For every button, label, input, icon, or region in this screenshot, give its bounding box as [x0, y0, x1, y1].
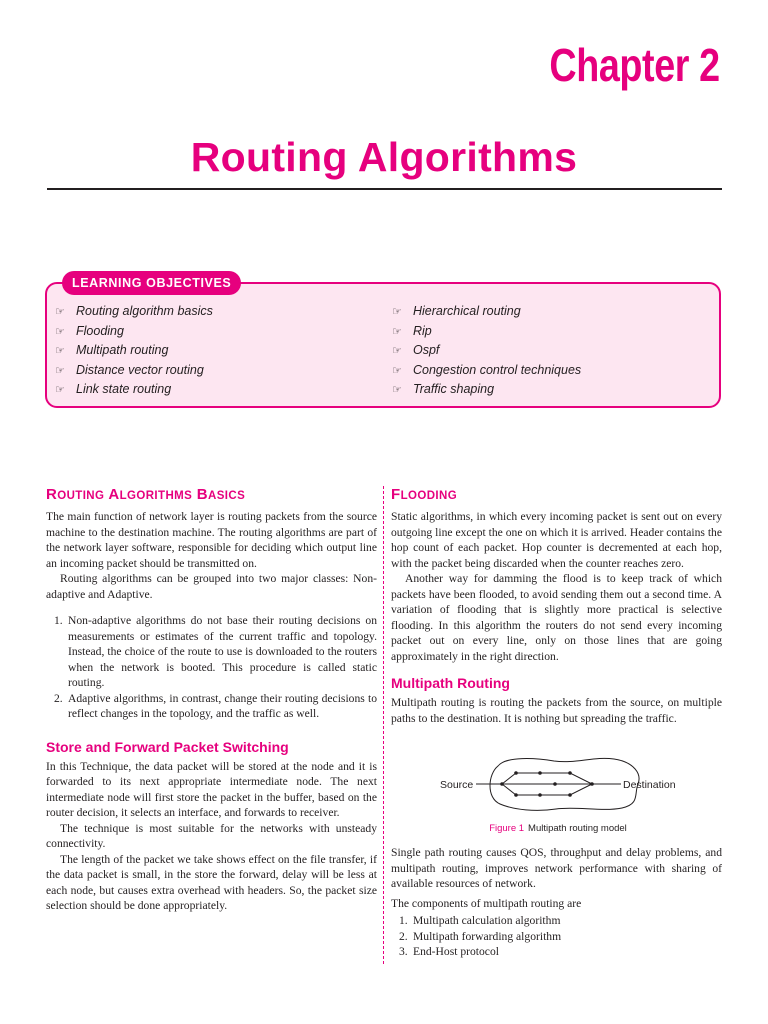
pointing-hand-icon: ☞: [392, 364, 402, 377]
objective-item: ☞ Traffic shaping: [392, 380, 581, 400]
pointing-hand-icon: ☞: [55, 325, 65, 338]
router-node: [568, 793, 572, 797]
objective-item: ☞ Ospf: [392, 341, 581, 361]
paragraph: Single path routing causes QOS, throughput and delay problems, and multipath routing, improves network performance with sharing of available resources of network.: [391, 846, 722, 890]
router-node: [514, 793, 518, 797]
destination-label: Destination: [623, 779, 676, 791]
paragraph: The technique is most suitable for the networks with unsteady connectivity.: [46, 821, 377, 850]
pointing-hand-icon: ☞: [392, 384, 402, 396]
paragraph: In this Technique, the data packet will be stored at the node and it is forwarded to its next appropriate intermediate node. The next intermediate node will first store the packet in the buffer, based on the router decision, it selects an interface, and forwards to receiver.: [46, 759, 377, 819]
pointing-hand-icon: ☞: [55, 306, 65, 318]
objective-item: ☞ Hierarchical routing: [392, 302, 581, 322]
chapter-label: Chapter 2: [549, 39, 720, 91]
pointing-hand-icon: ☞: [392, 306, 402, 318]
list-item: 1. Non-adaptive algorithms do not base their routing decisions on measurements or estimates of the current traffic and topology. Instead, the choice of the route to use is downloaded to the routers when the network is booted. This procedure is called static routing.: [54, 614, 377, 689]
pointing-hand-icon: ☞: [392, 325, 402, 338]
objective-item: ☞ Flooding: [55, 322, 213, 342]
heading-store-and-forward: Store and Forward Packet Switching: [46, 738, 289, 755]
list-item: 1. Multipath calculation algorithm: [399, 914, 561, 927]
objectives-list-left: [55, 302, 213, 400]
paragraph: The length of the packet we take shows effect on the file transfer, if the data packet is small, in the store the forward, delay will be less at each node, but causes extra overhead with headers. So, the packet size selection should be done appropriately.: [46, 852, 377, 912]
figure-caption: Figure 1 Multipath routing model: [489, 823, 627, 834]
source-label: Source: [440, 779, 474, 791]
paragraph: The components of multipath routing are: [391, 896, 582, 910]
objective-item: ☞ Rip: [392, 322, 581, 342]
objective-item: ☞ Link state routing: [55, 380, 213, 400]
paragraph: Routing algorithms can be grouped into two major classes: Non-adaptive and Adaptive.: [46, 572, 377, 601]
pointing-hand-icon: ☞: [55, 384, 65, 396]
left-column: [46, 485, 377, 914]
router-node: [553, 782, 557, 786]
heading-multipath-routing: Multipath Routing: [391, 675, 510, 691]
router-node: [500, 782, 504, 786]
list-item: 2. Adaptive algorithms, in contrast, change their routing decisions to reflect changes in the topology, and the traffic as well.: [54, 691, 377, 720]
multipath-routing-diagram: [436, 754, 682, 812]
pointing-hand-icon: ☞: [55, 364, 65, 377]
heading-routing-algorithms-basics: ROUTING ALGORITHMS BASICS: [46, 486, 246, 503]
router-node: [538, 793, 542, 797]
router-node: [568, 771, 572, 775]
paragraph: Static algorithms, in which every incoming packet is sent out on every outgoing line except the one on which it is arrived. Header contains the hop count of each packet. Hop counter is decremented at each hop, with the packet being discarded when the counter reaches zero.: [391, 510, 722, 570]
paragraph: The main function of network layer is routing packets from the source machine to the destination machine. The routing algorithms are part of the network layer software, responsible for deciding which output line an incoming packet should be transmitted on.: [46, 510, 377, 570]
right-column: [391, 485, 722, 726]
list-item: 2. Multipath forwarding algorithm: [399, 929, 562, 943]
paragraph: Multipath routing is routing the packets from the source, on multiple paths to the destination. It is nothing but spreading the traffic.: [391, 696, 722, 725]
router-node: [538, 771, 542, 775]
router-node: [590, 782, 594, 786]
objective-item: ☞ Distance vector routing: [55, 361, 213, 381]
multipath-components-list: [391, 913, 722, 960]
objective-item: ☞ Congestion control techniques: [392, 361, 581, 381]
pointing-hand-icon: ☞: [55, 345, 65, 357]
pointing-hand-icon: ☞: [392, 345, 402, 357]
title-rule: [47, 188, 722, 190]
paragraph: Another way for damming the flood is to keep track of which packets have been flooded, to avoid sending them out a second time. A variation of flooding that is slightly more practical is selective flooding. In this algorithm the routers do not send every incoming packet out on every line, only on those lines that are going approximately in the right direction.: [391, 572, 722, 663]
routing-classes-list: [46, 613, 377, 722]
objective-item: ☞ Multipath routing: [55, 341, 213, 361]
page-title: Routing Algorithms: [190, 134, 578, 180]
objective-item: ☞ Routing algorithm basics: [55, 302, 213, 322]
heading-flooding: FLOODING: [391, 486, 458, 503]
objectives-list-right: [392, 302, 581, 400]
list-item: 3. End-Host protocol: [399, 945, 499, 958]
column-divider: [383, 486, 384, 964]
right-column-continued: [391, 845, 722, 960]
router-node: [514, 771, 518, 775]
learning-objectives-label: LEARNING OBJECTIVES: [62, 271, 241, 295]
